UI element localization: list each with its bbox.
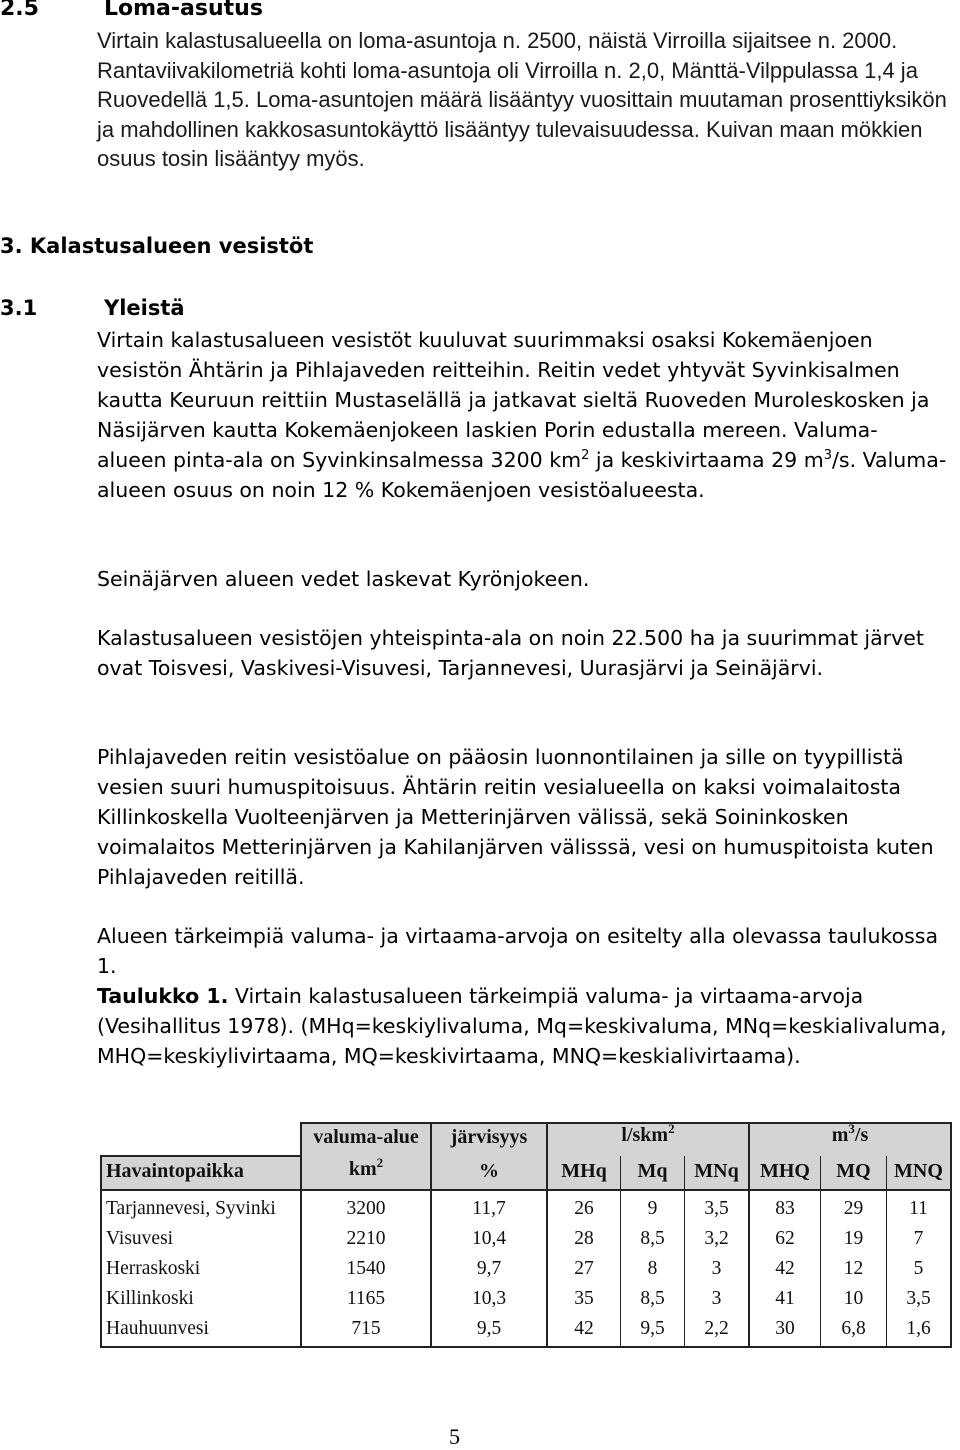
cell-MHq: 28	[574, 1228, 594, 1249]
table-border-top-left	[100, 1155, 300, 1157]
cell-area: 715	[351, 1318, 381, 1339]
cell-MHQ: 41	[775, 1288, 795, 1309]
cell-MHq: 26	[574, 1198, 594, 1219]
cell-MHQ: 42	[775, 1258, 795, 1279]
paragraph-seinajarvi: Seinäjärven alueen vedet laskevat Kyrönjokeen.	[97, 567, 590, 591]
unit-text: /s	[854, 1124, 869, 1146]
cell-area: 3200	[346, 1198, 386, 1219]
cell-MNQ: 5	[913, 1258, 924, 1279]
superscript: 3	[848, 1121, 855, 1136]
unit-text: l/skm	[621, 1124, 669, 1146]
cell-MNq: 3	[711, 1258, 722, 1279]
section-2-5-text: Virtain kalastusalueella on loma-asuntoja n. 2500, näistä Virroilla sijaitsee n. 2000. Rantaviivakilometriä kohti loma-asuntoja oli Virroilla n. 2,0, Mänttä-Vilppulassa 1,4 ja Ruovedellä 1,5. Loma-asuntojen määrä lisääntyy vuosittain muutaman prosenttiyksikön ja mahdollinen kakkosasuntokäyttö lisääntyy tulevaisuudessa. Kuivan maan mökkien osuus tosin lisääntyy myös.	[97, 28, 947, 172]
paragraph-route-character: Pihlajaveden reitin vesistöalue on pääosin luonnontilainen ja sille on tyypillistä vesien suuri humuspitoisuus. Ähtärin reitin vesialueella on kaksi voimalaitosta Killinkoskella Vuolteenjärven ja Metterinjärven välissä, sekä Soininkosken voimalaitos Metterinjärven ja Kahilanjärven välisssä, vesi on humuspitoista kuten Pihlajaveden reitillä.	[97, 745, 934, 889]
header-place: Havaintopaikka	[106, 1160, 244, 1182]
cell-MNq: 3,5	[704, 1198, 729, 1219]
cell-area: 1165	[346, 1288, 386, 1309]
cell-lake: 10,3	[471, 1288, 507, 1309]
cell-MNQ: 1,6	[906, 1318, 931, 1339]
cell-MHQ: 83	[775, 1198, 795, 1219]
paragraph-text: ja keskivirtaama 29 m	[589, 448, 824, 472]
cell-MQ: 6,8	[841, 1318, 866, 1339]
paragraph-text: Virtain kalastusalueen vesistöt kuuluvat suurimmaksi osaksi Kokemäenjoen vesistön Ähtärin ja Pihlajaveden reitteihin. Reitin vedet yhtyvät Syvinkisalmen kautta Keuruun reittiin Mustaselällä ja jatkavat sieltä Ruoveden Muroleskosken ja Näsijärven kautta Kokemäenjokeen laskien Porin edustalla mereen. Valuma-alueen pinta-ala on Syvinkinsalmessa 3200 km	[97, 328, 930, 472]
cell-lake: 9,7	[476, 1258, 502, 1279]
header-lake-unit: %	[479, 1160, 499, 1182]
cell-MHq: 27	[574, 1258, 594, 1279]
cell-MNQ: 11	[909, 1198, 928, 1219]
section-heading-3: 3. Kalastusalueen vesistöt	[0, 234, 314, 258]
cell-MNQ: 7	[913, 1228, 924, 1249]
row-place: Herraskoski	[106, 1258, 201, 1279]
header-MHq: MHq	[561, 1160, 607, 1182]
header-Mq: Mq	[637, 1160, 668, 1182]
header-area-unit	[302, 1155, 430, 1181]
caption-text: Virtain kalastusalueen tärkeimpiä valuma- ja virtaama-arvoja (Vesihallitus 1978). (MHq=keskiylivaluma, Mq=keskivaluma, MNq=keskialivaluma, MHQ=keskiylivirtaama, MQ=keskivirtaama, MNQ=keskialivirtaama).	[97, 984, 947, 1068]
unit-text: km	[348, 1158, 377, 1180]
section-heading-2-5	[0, 0, 263, 21]
header-MNq: MNq	[694, 1160, 739, 1182]
row-place: Killinkoski	[106, 1288, 194, 1309]
cell-Mq: 8,5	[640, 1228, 665, 1249]
header-MNQ: MNQ	[894, 1160, 943, 1182]
superscript: 2	[668, 1121, 675, 1136]
superscript: 2	[581, 448, 590, 463]
cell-MHQ: 62	[775, 1228, 795, 1249]
paragraph-routes	[97, 325, 947, 505]
paragraph-table-intro: Alueen tärkeimpiä valuma- ja virtaama-arvoja on esitelty alla olevassa taulukossa 1.	[97, 924, 939, 978]
cell-Mq: 8	[647, 1258, 658, 1279]
cell-Mq: 9	[647, 1198, 658, 1219]
section-heading-3-1	[0, 296, 185, 320]
cell-MQ: 10	[843, 1288, 864, 1309]
header-runoff-unit	[548, 1121, 748, 1147]
cell-MNq: 3	[711, 1288, 722, 1309]
cell-lake: 11,7	[472, 1198, 506, 1219]
paragraph-text: /s. Valuma-alueen osuus on noin 12 % Kokemäenjoen vesistöalueesta.	[97, 448, 947, 502]
cell-lake: 10,4	[471, 1228, 507, 1249]
table-border-right	[950, 1122, 952, 1348]
page-number: 5	[449, 1424, 460, 1449]
cell-area: 2210	[346, 1228, 386, 1249]
cell-MNq: 3,2	[704, 1228, 729, 1249]
table-border-bottom	[100, 1346, 952, 1348]
cell-MNQ: 3,5	[906, 1288, 931, 1309]
header-MHQ: MHQ	[760, 1160, 810, 1182]
table-border-left	[100, 1155, 102, 1348]
cell-area: 1540	[346, 1258, 386, 1279]
cell-Mq: 9,5	[640, 1318, 665, 1339]
cell-MQ: 19	[843, 1228, 864, 1249]
cell-MQ: 12	[843, 1258, 864, 1279]
header-area: valuma-alue	[313, 1126, 419, 1148]
superscript: 3	[823, 448, 832, 463]
section-title: Yleistä	[104, 296, 185, 320]
table-caption	[97, 981, 947, 1071]
row-place: Visuvesi	[106, 1228, 174, 1249]
header-lake: järvisyys	[450, 1126, 528, 1148]
header-flow-unit	[750, 1121, 950, 1147]
section-number: 2.5	[0, 0, 39, 21]
cell-MNq: 2,2	[704, 1318, 729, 1339]
unit-text: m	[831, 1124, 849, 1146]
cell-MHq: 35	[574, 1288, 594, 1309]
header-MQ: MQ	[836, 1160, 871, 1182]
cell-lake: 9,5	[476, 1318, 502, 1339]
section-title: Loma-asutus	[104, 0, 263, 21]
section-number: 3.1	[0, 296, 38, 320]
cell-MHq: 42	[574, 1318, 594, 1339]
row-place: Hauhuunvesi	[106, 1318, 209, 1339]
superscript: 2	[376, 1155, 384, 1170]
row-place: Tarjannevesi, Syvinki	[106, 1198, 276, 1219]
cell-MHQ: 30	[775, 1318, 795, 1339]
paragraph-total-area: Kalastusalueen vesistöjen yhteispinta-ala on noin 22.500 ha ja suurimmat järvet ovat Toisvesi, Vaskivesi-Visuvesi, Tarjannevesi, Uurasjärvi ja Seinäjärvi.	[97, 626, 924, 680]
caption-label: Taulukko 1.	[97, 984, 229, 1008]
runoff-table	[100, 1122, 956, 1350]
cell-MQ: 29	[843, 1198, 864, 1219]
cell-Mq: 8,5	[640, 1288, 665, 1309]
header-separator	[100, 1189, 952, 1191]
